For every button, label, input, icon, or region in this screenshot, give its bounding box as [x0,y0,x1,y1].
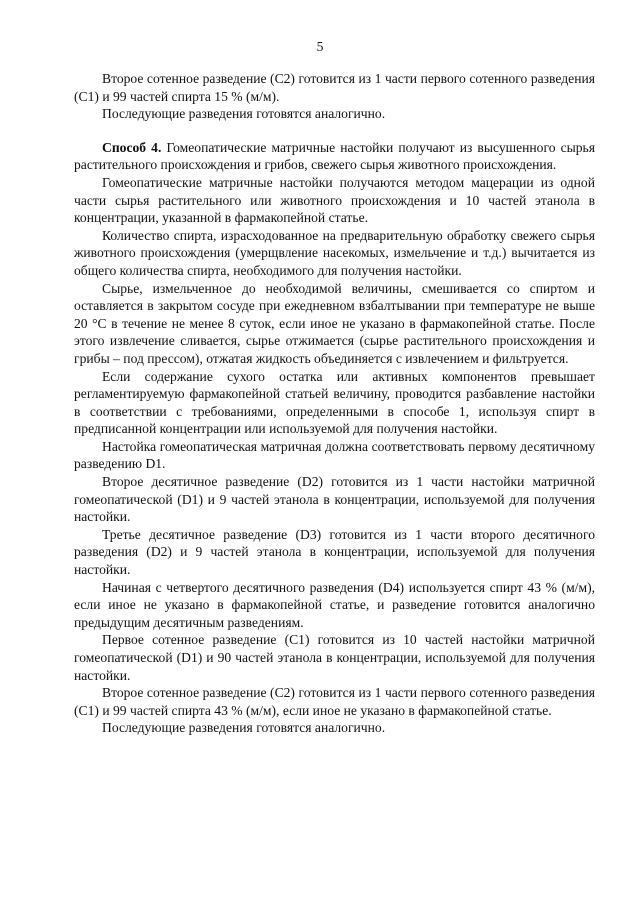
method-paragraph [74,139,595,174]
paragraph: Второе десятичное разведение (D2) готовится из 1 части настойки матричной гомеопатической (D1) и 9 частей этанола в концентрации, используемой для получения настойки. [74,474,595,525]
paragraph: Последующие разведения готовятся аналогично. [102,720,386,736]
paragraph: Третье десятичное разведение (D3) готовится из 1 части второго десятичного разведения (D2) и 9 частей этанола в концентрации, используемой для получения настойки. [74,526,595,578]
paragraph: Второе сотенное разведение (C2) готовится из 1 части первого сотенного разведения (C1) и 99 частей спирта 15 % (м/м). [74,71,595,104]
paragraph: Количество спирта, израсходованное на предварительную обработку свежего сырья животного происхождения (умерщвление насекомых, измельчение и т.д.) вычитается из общего количества спирта, необходимого для получения настойки. [74,227,595,278]
page-number: 5 [316,39,324,54]
paragraph: Начиная с четвертого десятичного разведения (D4) используется спирт 43 % (м/м), если иное не указано в фармакопейной статье, и разведение готовится аналогично предыдущим десятичным разведениям. [74,579,595,630]
method-heading: Способ 4. [102,139,162,155]
paragraph: Сырье, измельченное до необходимой величины, смешивается со спиртом и оставляется в закрытом сосуде при ежедневном взбалтывании при температуре не выше 20 °C в течение не менее 8 суток, если иное не указано в фармакопейной статье. После этого извлечение сливается, сырье отжимается (сырье растительного происхождения и грибы – под прессом), отжатая жидкость объединяется с извлечением и фильтруется. [74,280,595,366]
paragraph: Последующие разведения готовятся аналогично. [102,106,386,122]
paragraph: Второе сотенное разведение (C2) готовится из 1 части первого сотенного разведения (C1) и 99 частей спирта 43 % (м/м), если иное не указано в фармакопейной статье. [74,685,595,718]
body-text [74,70,595,737]
paragraph: Первое сотенное разведение (C1) готовится из 10 частей настойки матричной гомеопатической (D1) и 90 частей этанола в концентрации, используемой для получения настойки. [74,632,595,683]
method-text: Гомеопатические матричные настойки получают из высушенного сырья растительного происхождения и грибов, свежего сырья животного происхождения. [74,139,596,173]
paragraph: Гомеопатические матричные настойки получаются методом мацерации из одной части сырья растительного или животного происхождения и 10 частей этанола в концентрации, указанной в фармакопейной статье. [74,174,595,226]
paragraph: Настойка гомеопатическая матричная должна соответствовать первому десятичному разведению D1. [74,438,595,472]
paragraph: Если содержание сухого остатка или активных компонентов превышает регламентируемую фармакопейной статьей величину, проводится разбавление настойки в соответствии с требованиями, определенными в способе 1, используя спирт в предписанной концентрации или используемой для получения настойки. [74,368,595,437]
